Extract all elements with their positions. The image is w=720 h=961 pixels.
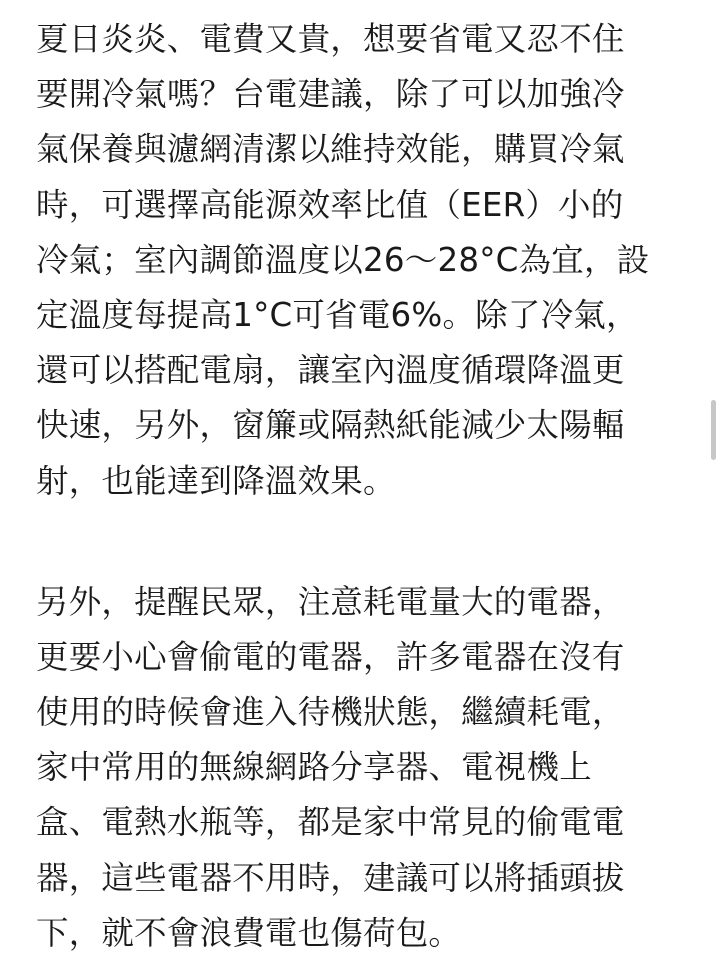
text-line: 冷氣；室內調節溫度以26～28°C為宜，設: [36, 240, 650, 279]
text-line: 快速，另外，窗簾或隔熱紙能減少太陽輻: [36, 406, 625, 445]
paragraph-energy-saving-tips: [36, 12, 696, 509]
text-line: 要開冷氣嗎？台電建議，除了可以加強冷: [36, 75, 625, 114]
scrollbar-thumb[interactable]: [711, 400, 716, 460]
text-line: 射，也能達到降溫效果。: [36, 461, 396, 500]
text-line: 器，這些電器不用時，建議可以將插頭拔: [36, 858, 625, 897]
text-line: 還可以搭配電扇，讓室內溫度循環降溫更: [36, 351, 625, 390]
paragraph-standby-power: [36, 575, 696, 961]
scrollbar[interactable]: [706, 0, 720, 949]
paragraph-spacer: [36, 509, 696, 575]
text-line: 使用的時候會進入待機狀態，繼續耗電，: [36, 693, 625, 732]
text-line: 時，可選擇高能源效率比值（EER）小的: [36, 185, 624, 224]
text-line: 下，就不會浪費電也傷荷包。: [36, 913, 462, 952]
text-line: 更要小心會偷電的電器，許多電器在沒有: [36, 637, 625, 676]
text-line: 家中常用的無線網路分享器、電視機上: [36, 748, 592, 787]
text-line: 夏日炎炎、電費又貴，想要省電又忍不住: [36, 20, 625, 58]
text-line: 氣保養與濾網清潔以維持效能，購買冷氣: [36, 130, 625, 169]
text-line: 盒、電熱水瓶等，都是家中常見的偷電電: [36, 803, 625, 842]
text-line: 另外，提醒民眾，注意耗電量大的電器，: [36, 582, 625, 621]
text-line: 定溫度每提高1°C可省電6%。除了冷氣，: [36, 295, 639, 334]
article-body: [36, 12, 696, 961]
